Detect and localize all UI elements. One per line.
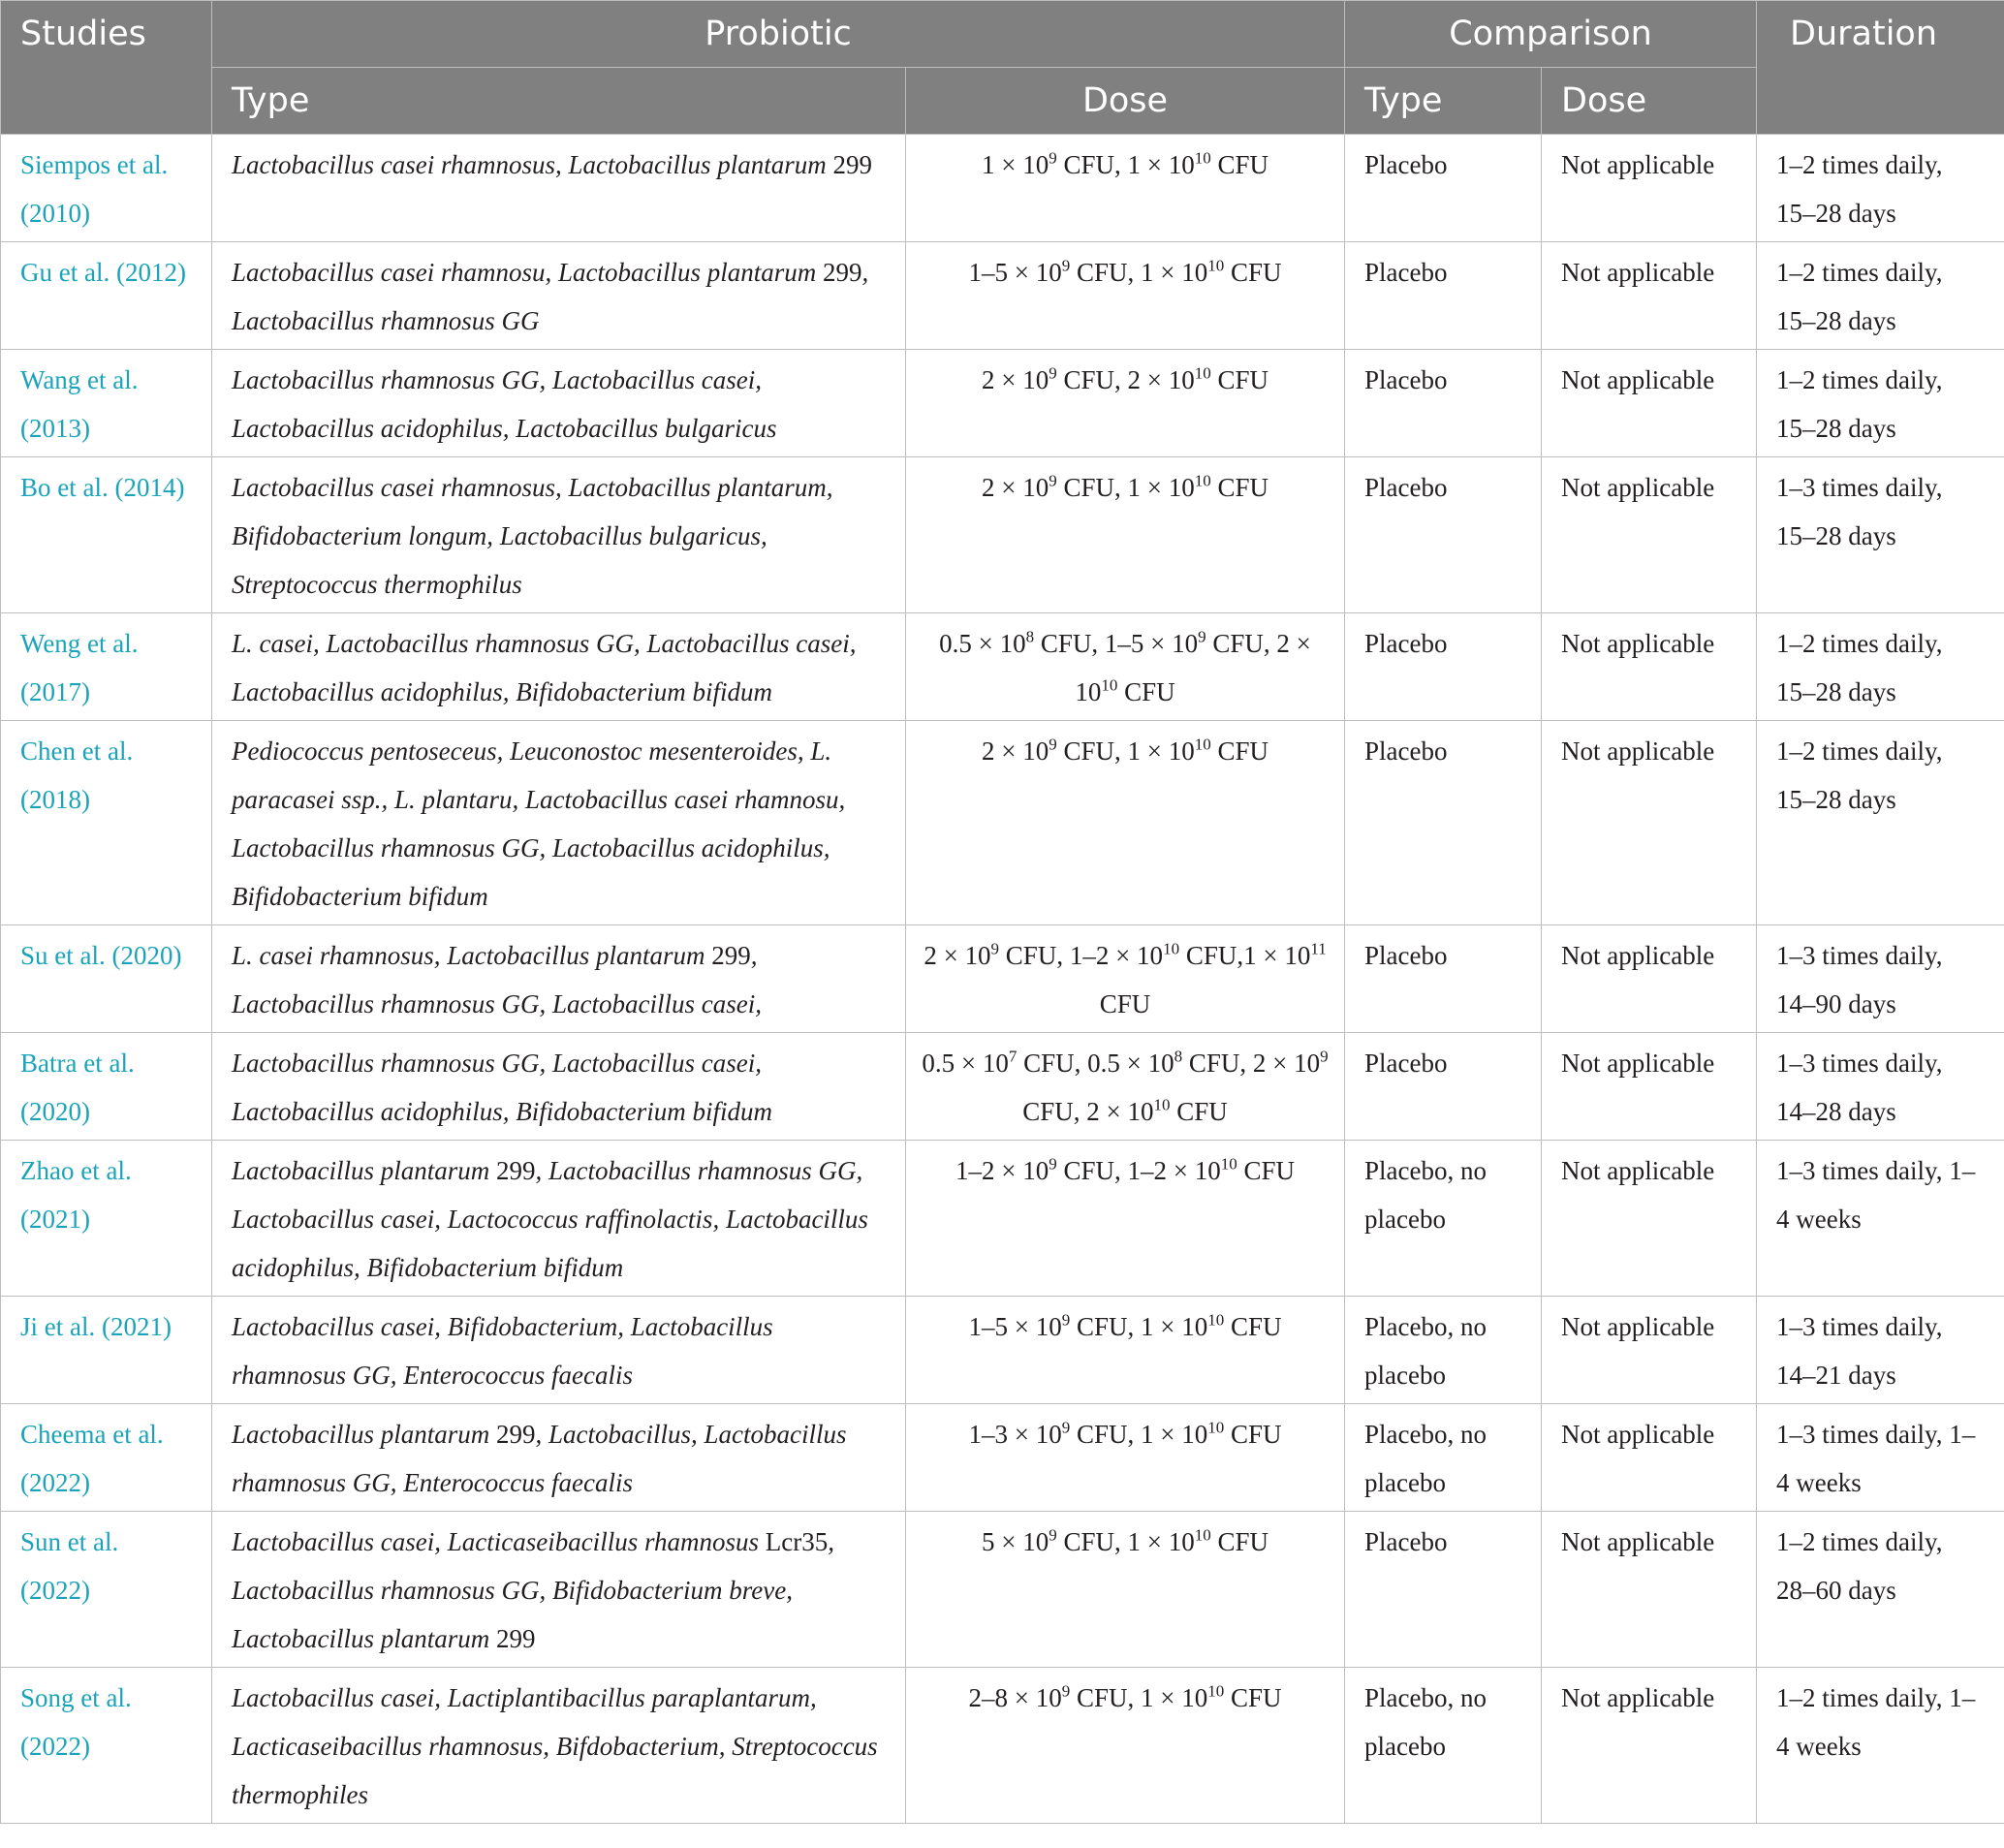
cell-duration: 1–2 times daily, 15–28 days <box>1757 135 2004 242</box>
cell-probiotic-type: L. casei, Lactobacillus rhamnosus GG, Lactobacillus casei, Lactobacillus acidophilus, Bifidobacterium bifidum <box>212 613 906 721</box>
header-probiotic-dose: Dose <box>906 68 1345 135</box>
cell-comparison-dose: Not applicable <box>1542 135 1757 242</box>
table-row <box>1 135 2004 242</box>
cell-comparison-dose: Not applicable <box>1542 925 1757 1033</box>
cell-comparison-dose: Not applicable <box>1542 1404 1757 1512</box>
cell-probiotic-dose: $2 \times 10^9$ CFU, $1 \times 10^{10}$ CFU <box>906 721 1345 925</box>
header-comparison-dose: Dose <box>1542 68 1757 135</box>
cell-comparison-type: Placebo <box>1345 457 1542 613</box>
table-row <box>1 1141 2004 1297</box>
table-row <box>1 1297 2004 1404</box>
cell-duration: 1–2 times daily, 15–28 days <box>1757 613 2004 721</box>
cell-comparison-dose: Not applicable <box>1542 1141 1757 1297</box>
cell-probiotic-type: Lactobacillus casei rhamnosu, Lactobacillus plantarum 299, Lactobacillus rhamnosus GG <box>212 242 906 350</box>
cell-study[interactable]: Weng et al. (2017) <box>1 613 212 721</box>
cell-comparison-type: Placebo, no placebo <box>1345 1404 1542 1512</box>
cell-probiotic-type: Lactobacillus casei rhamnosus, Lactobacillus plantarum 299 <box>212 135 906 242</box>
cell-comparison-type: Placebo <box>1345 242 1542 350</box>
cell-comparison-dose: Not applicable <box>1542 1512 1757 1668</box>
cell-probiotic-type: Lactobacillus casei, Bifidobacterium, Lactobacillus rhamnosus GG, Enterococcus faecalis <box>212 1297 906 1404</box>
cell-comparison-type: Placebo <box>1345 1512 1542 1668</box>
header-probiotic: Probiotic <box>212 1 1345 68</box>
cell-study[interactable]: Ji et al. (2021) <box>1 1297 212 1404</box>
cell-comparison-type: Placebo, no placebo <box>1345 1668 1542 1824</box>
cell-study[interactable]: Zhao et al. (2021) <box>1 1141 212 1297</box>
cell-study[interactable]: Siempos et al. (2010) <box>1 135 212 242</box>
cell-study[interactable]: Cheema et al. (2022) <box>1 1404 212 1512</box>
cell-probiotic-dose: $0.5 \times 10^8$ CFU, $1-5 \times 10^9$ CFU, $2 \times 10^{10}$ CFU <box>906 613 1345 721</box>
cell-duration: 1–2 times daily, 15–28 days <box>1757 242 2004 350</box>
cell-study[interactable]: Su et al. (2020) <box>1 925 212 1033</box>
cell-duration: 1–3 times daily, 14–90 days <box>1757 925 2004 1033</box>
table-row <box>1 457 2004 613</box>
cell-probiotic-type: Lactobacillus plantarum 299, Lactobacillus, Lactobacillus rhamnosus GG, Enterococcus faecalis <box>212 1404 906 1512</box>
table-row <box>1 1033 2004 1141</box>
cell-duration: 1–2 times daily, 15–28 days <box>1757 721 2004 925</box>
cell-study[interactable]: Bo et al. (2014) <box>1 457 212 613</box>
table-row <box>1 1668 2004 1824</box>
header-probiotic-type: Type <box>212 68 906 135</box>
cell-probiotic-type: Lactobacillus rhamnosus GG, Lactobacillus casei, Lactobacillus acidophilus, Lactobacillus bulgaricus <box>212 350 906 457</box>
cell-probiotic-type: Pediococcus pentoseceus, Leuconostoc mesenteroides, L. paracasei ssp., L. plantaru, Lactobacillus casei rhamnosu, Lactobacillus rhamnosus GG, Lactobacillus acidophilus, Bifidobacterium bifidum <box>212 721 906 925</box>
cell-probiotic-dose: $2 \times 10^9$ CFU, $1 \times 10^{10}$ CFU <box>906 457 1345 613</box>
cell-duration: 1–2 times daily, 1–4 weeks <box>1757 1668 2004 1824</box>
cell-duration: 1–2 times daily, 28–60 days <box>1757 1512 2004 1668</box>
cell-study[interactable]: Sun et al. (2022) <box>1 1512 212 1668</box>
table-row <box>1 613 2004 721</box>
table-row <box>1 1404 2004 1512</box>
cell-duration: 1–3 times daily, 14–28 days <box>1757 1033 2004 1141</box>
header-comparison: Comparison <box>1345 1 1757 68</box>
cell-probiotic-dose: $2 \times 10^9$ CFU, $2 \times 10^{10}$ CFU <box>906 350 1345 457</box>
table-row <box>1 242 2004 350</box>
cell-probiotic-type: Lactobacillus rhamnosus GG, Lactobacillus casei, Lactobacillus acidophilus, Bifidobacterium bifidum <box>212 1033 906 1141</box>
cell-comparison-type: Placebo, no placebo <box>1345 1297 1542 1404</box>
cell-probiotic-type: Lactobacillus casei, Lactiplantibacillus paraplantarum, Lacticaseibacillus rhamnosus, Bifdobacterium, Streptococcus thermophiles <box>212 1668 906 1824</box>
cell-comparison-type: Placebo <box>1345 135 1542 242</box>
table-body <box>1 135 2004 1824</box>
cell-probiotic-dose: $1-2 \times 10^9$ CFU, $1-2 \times 10^{10}$ CFU <box>906 1141 1345 1297</box>
cell-comparison-dose: Not applicable <box>1542 1033 1757 1141</box>
table-row <box>1 925 2004 1033</box>
cell-probiotic-dose: $2 \times 10^9$ CFU, $1-2 \times 10^{10}$ $CFU,1 \times 10^{11}$ CFU <box>906 925 1345 1033</box>
cell-probiotic-dose: $1-5 \times 10^9$ CFU, $1 \times 10^{10}$ CFU <box>906 242 1345 350</box>
header-studies: Studies <box>1 1 212 135</box>
cell-probiotic-dose: $0.5 \times 10^7$ CFU, $0.5 \times 10^8$ CFU, $2 \times 10^9$ CFU, $2 \times 10^{10}$ CFU <box>906 1033 1345 1141</box>
cell-comparison-type: Placebo, no placebo <box>1345 1141 1542 1297</box>
cell-comparison-type: Placebo <box>1345 925 1542 1033</box>
cell-study[interactable]: Batra et al. (2020) <box>1 1033 212 1141</box>
cell-comparison-type: Placebo <box>1345 1033 1542 1141</box>
cell-probiotic-dose: $5 \times 10^9$ CFU, $1 \times 10^{10}$ CFU <box>906 1512 1345 1668</box>
cell-probiotic-dose: $1-3 \times 10^9$ CFU, $1 \times 10^{10}$ CFU <box>906 1404 1345 1512</box>
cell-comparison-dose: Not applicable <box>1542 1297 1757 1404</box>
cell-probiotic-type: Lactobacillus casei rhamnosus, Lactobacillus plantarum, Bifidobacterium longum, Lactobacillus bulgaricus, Streptococcus thermophilus <box>212 457 906 613</box>
cell-comparison-type: Placebo <box>1345 350 1542 457</box>
cell-comparison-dose: Not applicable <box>1542 457 1757 613</box>
cell-comparison-dose: Not applicable <box>1542 721 1757 925</box>
cell-probiotic-type: L. casei rhamnosus, Lactobacillus plantarum 299, Lactobacillus rhamnosus GG, Lactobacillus casei, <box>212 925 906 1033</box>
cell-comparison-dose: Not applicable <box>1542 350 1757 457</box>
header-comparison-type: Type <box>1345 68 1542 135</box>
table-header <box>1 1 2004 135</box>
header-duration: Duration <box>1757 1 2004 135</box>
cell-comparison-dose: Not applicable <box>1542 613 1757 721</box>
cell-comparison-type: Placebo <box>1345 721 1542 925</box>
table-row <box>1 1512 2004 1668</box>
cell-comparison-dose: Not applicable <box>1542 242 1757 350</box>
cell-comparison-dose: Not applicable <box>1542 1668 1757 1824</box>
cell-probiotic-dose: $2-8 \times 10^9$ CFU, $1 \times 10^{10}$ CFU <box>906 1668 1345 1824</box>
cell-probiotic-dose: $1 \times 10^9$ CFU, $1 \times 10^{10}$ CFU <box>906 135 1345 242</box>
cell-study[interactable]: Wang et al. (2013) <box>1 350 212 457</box>
cell-probiotic-type: Lactobacillus casei, Lacticaseibacillus rhamnosus Lcr35, Lactobacillus rhamnosus GG, Bifidobacterium breve, Lactobacillus plantarum 299 <box>212 1512 906 1668</box>
cell-probiotic-type: Lactobacillus plantarum 299, Lactobacillus rhamnosus GG, Lactobacillus casei, Lactococcus raffinolactis, Lactobacillus acidophilus, Bifidobacterium bifidum <box>212 1141 906 1297</box>
table-row <box>1 350 2004 457</box>
cell-duration: 1–3 times daily, 15–28 days <box>1757 457 2004 613</box>
cell-duration: 1–2 times daily, 15–28 days <box>1757 350 2004 457</box>
cell-study[interactable]: Chen et al. (2018) <box>1 721 212 925</box>
cell-study[interactable]: Gu et al. (2012) <box>1 242 212 350</box>
cell-duration: 1–3 times daily, 1–4 weeks <box>1757 1404 2004 1512</box>
cell-duration: 1–3 times daily, 1–4 weeks <box>1757 1141 2004 1297</box>
table-row <box>1 721 2004 925</box>
cell-probiotic-dose: $1-5 \times 10^9$ CFU, $1 \times 10^{10}$ CFU <box>906 1297 1345 1404</box>
cell-duration: 1–3 times daily, 14–21 days <box>1757 1297 2004 1404</box>
cell-study[interactable]: Song et al. (2022) <box>1 1668 212 1824</box>
cell-comparison-type: Placebo <box>1345 613 1542 721</box>
